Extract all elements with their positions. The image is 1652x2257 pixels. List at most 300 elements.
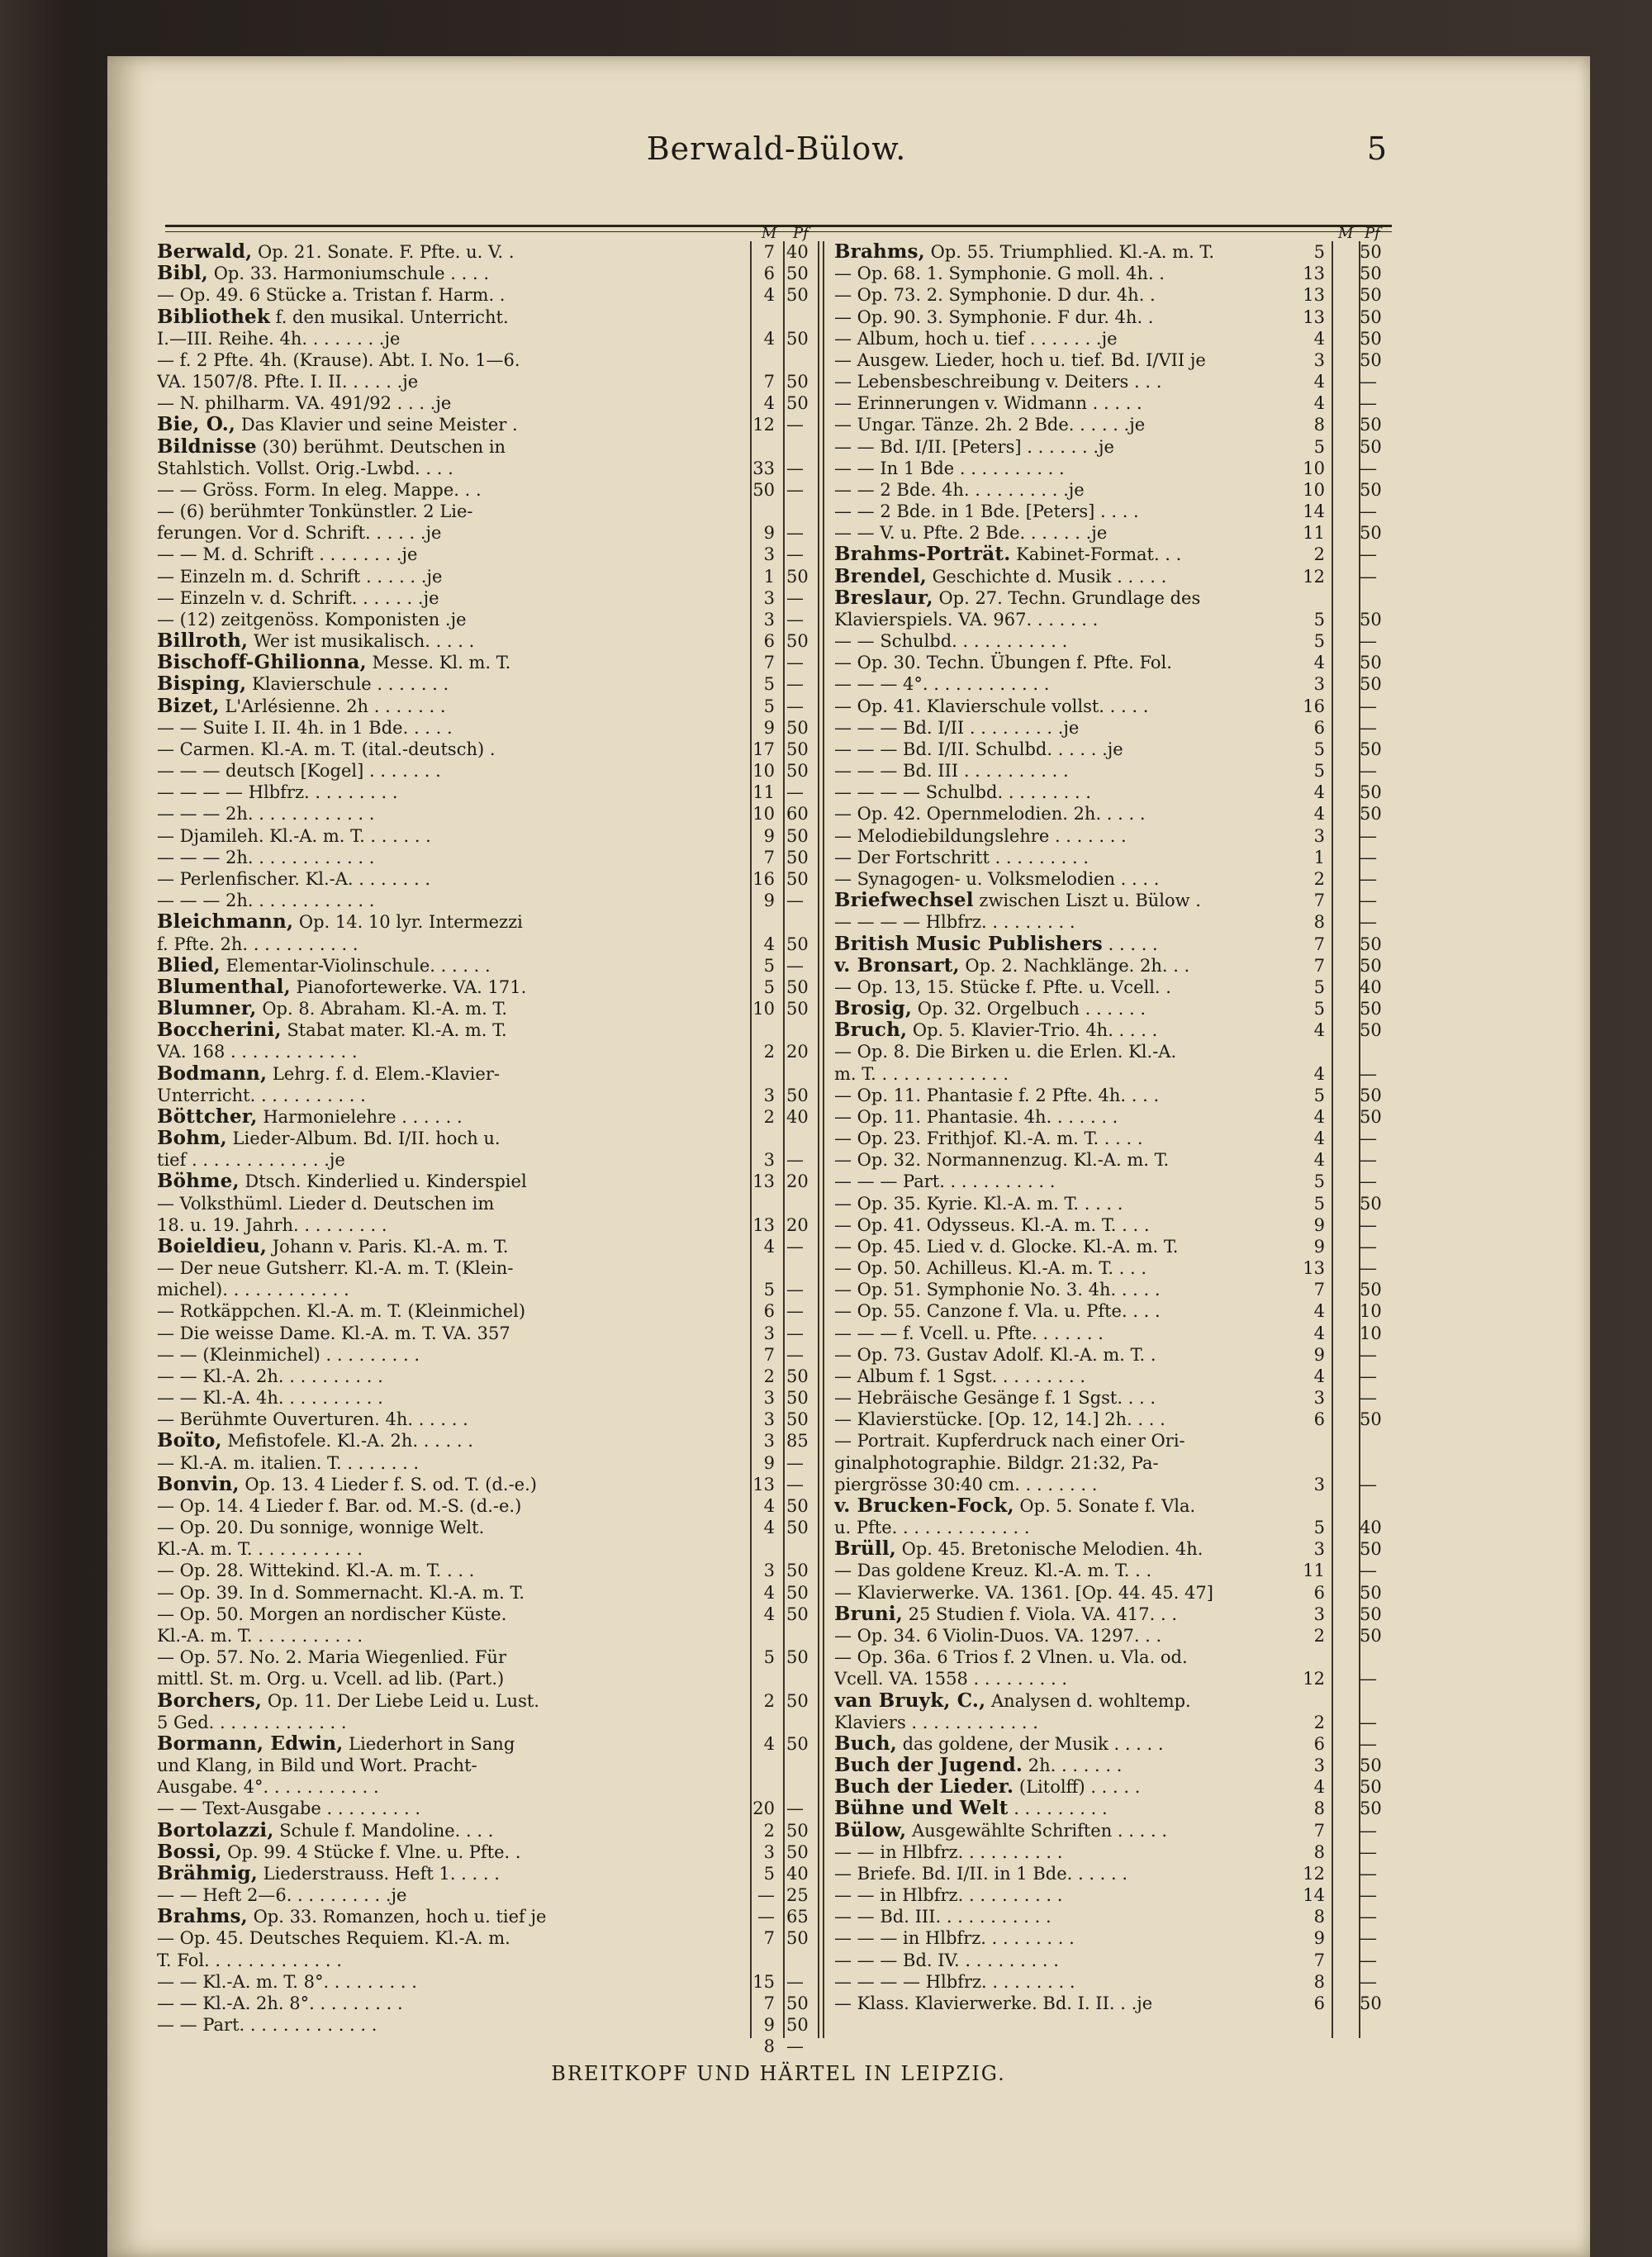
- price-mark: 4: [1313, 372, 1325, 392]
- price-mark: 9: [763, 1452, 775, 1473]
- price-mark: 5: [1313, 1085, 1325, 1105]
- price-pfennig: 50: [786, 631, 809, 652]
- entry-description: — (12) zeitgenöss. Komponisten .je: [157, 609, 467, 630]
- entry-description: — Hebräische Gesänge f. 1 Sgst. . . .: [834, 1388, 1156, 1409]
- entry-headword: Brendel,: [834, 565, 927, 587]
- entry-text: [834, 414, 1297, 435]
- entry-text: [834, 1387, 1297, 1409]
- catalog-entry: [157, 1344, 834, 1366]
- entry-text: [834, 976, 1297, 998]
- entry-description: — Op. 51. Symphonie No. 3. 4h. . . . .: [834, 1280, 1161, 1300]
- price-mark: 8: [763, 2036, 775, 2057]
- entry-text: [834, 825, 1297, 847]
- entry-description: Pianofortewerke. VA. 171.: [290, 976, 527, 997]
- catalog-entry: [834, 717, 1389, 739]
- price-pfennig: —: [1360, 825, 1377, 846]
- entry-description: — — Kl.-A. m. T. 8°. . . . . . . . .: [157, 1971, 417, 1992]
- catalog-entry: [157, 1106, 834, 1128]
- catalog-entry: [834, 1776, 1389, 1798]
- entry-text: [834, 1300, 1297, 1322]
- entry-description: Schule f. Mandoline. . . .: [273, 1820, 494, 1841]
- price-pfennig: —: [1360, 696, 1377, 716]
- catalog-entry: [834, 1236, 1389, 1257]
- catalog-entry: [834, 890, 1389, 911]
- catalog-entry: [834, 1041, 1389, 1062]
- entry-description: — — — — Hlbfrz. . . . . . . . .: [157, 782, 398, 803]
- entry-text: [157, 911, 748, 933]
- price-pfennig: 40: [786, 242, 809, 262]
- entry-text: [834, 1560, 1297, 1581]
- catalog-entry: [157, 479, 834, 501]
- catalog-entry: [157, 1041, 834, 1062]
- entry-description: — Op. 36a. 6 Trios f. 2 Vlnen. u. Vla. od.: [834, 1647, 1188, 1668]
- entry-text: [157, 371, 748, 392]
- price-pfennig: 50: [786, 934, 809, 954]
- price-pfennig: —: [1360, 372, 1377, 392]
- price-mark: 5: [1313, 999, 1325, 1019]
- price-pfennig: 50: [786, 1820, 809, 1841]
- entry-text: [157, 1668, 748, 1689]
- entry-text: [157, 349, 748, 371]
- entry-headword: Böttcher,: [157, 1105, 258, 1128]
- entry-text: [157, 1452, 748, 1474]
- entry-text: [834, 1927, 1297, 1949]
- price-mark: 4: [1313, 1366, 1325, 1386]
- catalog-entry: [157, 1690, 834, 1712]
- entry-description: — Op. 14. 4 Lieder f. Bar. od. M.-S. (d.-e.): [157, 1495, 522, 1516]
- catalog-entry: [157, 1019, 834, 1041]
- catalog-entry: [157, 1993, 834, 2014]
- catalog-entry: [157, 1430, 834, 1452]
- entry-headword: Blumenthal,: [157, 976, 291, 998]
- price-mark: 10: [752, 761, 775, 782]
- price-mark: 4: [763, 1518, 775, 1538]
- entry-text: [834, 1625, 1297, 1646]
- catalog-entry: [834, 1755, 1389, 1776]
- catalog-entry: [157, 673, 834, 695]
- entry-description: — Einzeln v. d. Schrift. . . . . . .je: [157, 587, 439, 608]
- price-pfennig: 50: [786, 761, 809, 782]
- catalog-entry: [834, 436, 1389, 458]
- entry-text: [157, 803, 748, 824]
- price-pfennig: 50: [786, 328, 809, 349]
- entry-description: — — Bd. III. . . . . . . . . . .: [834, 1907, 1051, 1927]
- entry-text: [157, 1041, 748, 1062]
- entry-description: Op. 8. Abraham. Kl.-A. m. T.: [256, 999, 508, 1019]
- publisher-footer: BREITKOPF UND HÄRTEL IN LEIPZIG.: [551, 2062, 1006, 2085]
- entry-description: Dtsch. Kinderlied u. Kinderspiel: [239, 1171, 527, 1192]
- entry-text: [157, 1279, 748, 1300]
- price-pfennig: —: [1360, 1171, 1377, 1192]
- entry-description: — Carmen. Kl.-A. m. T. (ital.-deutsch) .: [157, 739, 496, 759]
- entry-headword: Bonvin,: [157, 1473, 240, 1495]
- entry-text: [834, 1884, 1297, 1906]
- catalog-entry: [834, 1538, 1389, 1560]
- entry-text: [157, 1625, 748, 1646]
- price-mark: 2: [763, 1690, 775, 1711]
- catalog-entry: [834, 1820, 1389, 1841]
- entry-description: — Op. 68. 1. Symphonie. G moll. 4h. .: [834, 264, 1165, 284]
- catalog-entry: [834, 1214, 1389, 1236]
- catalog-entry: [157, 1171, 834, 1192]
- entry-text: [834, 1863, 1297, 1884]
- price-mark: 1: [763, 566, 775, 587]
- catalog-entry: [834, 1085, 1389, 1106]
- price-pfennig: —: [1360, 1885, 1377, 1906]
- price-pfennig: —: [786, 609, 804, 630]
- price-mark: 13: [752, 1474, 775, 1494]
- catalog-entry: [157, 1279, 834, 1300]
- entry-text: [157, 1906, 748, 1927]
- price-pfennig: —: [786, 1280, 804, 1300]
- price-pfennig: 50: [1360, 1798, 1382, 1819]
- entry-text: [157, 1430, 748, 1452]
- entry-text: [834, 1430, 1297, 1452]
- price-mark: 10: [1303, 479, 1325, 500]
- price-pfennig: 50: [1360, 1409, 1382, 1430]
- catalog-entry: [157, 458, 834, 479]
- entry-description: — Op. 35. Kyrie. Kl.-A. m. T. . . . .: [834, 1193, 1123, 1214]
- catalog-entry: [834, 1193, 1389, 1214]
- catalog-entry: [157, 241, 834, 263]
- entry-description: — Op. 73. 2. Symphonie. D dur. 4h. .: [834, 285, 1156, 306]
- entry-description: . . . . .: [1102, 934, 1158, 954]
- price-mark: 4: [1313, 653, 1325, 673]
- price-mark: 3: [763, 609, 775, 630]
- entry-description: — Klass. Klavierwerke. Bd. I. II. . .je: [834, 1993, 1153, 2013]
- entry-description: das goldene, der Musik . . . . .: [896, 1733, 1164, 1754]
- catalog-entry: [834, 1841, 1389, 1863]
- catalog-entry: [157, 1625, 834, 1646]
- entry-text: [157, 1971, 748, 1993]
- price-pfennig: —: [786, 696, 804, 716]
- price-mark: 12: [1303, 566, 1325, 587]
- entry-description: f. den musikal. Unterricht.: [270, 306, 509, 327]
- entry-description: Wer ist musikalisch. . . . .: [248, 631, 475, 652]
- entry-text: [157, 241, 748, 263]
- entry-description: Klavierspiels. VA. 967. . . . . . .: [834, 609, 1099, 630]
- price-mark: 3: [1313, 1388, 1325, 1409]
- price-mark: 4: [763, 1495, 775, 1516]
- price-pfennig: —: [786, 458, 804, 478]
- entry-description: Op. 33. Harmoniumschule . . . .: [208, 264, 490, 284]
- price-mark: 7: [1313, 891, 1325, 911]
- price-pfennig: —: [1360, 566, 1377, 587]
- entry-headword: Bruni,: [834, 1603, 903, 1625]
- entry-headword: Boïto,: [157, 1430, 222, 1452]
- catalog-entry: [834, 1387, 1389, 1409]
- catalog-entry: [157, 1257, 834, 1279]
- entry-text: [834, 1668, 1297, 1689]
- entry-description: und Klang, in Bild und Wort. Pracht-: [157, 1756, 477, 1776]
- catalog-entry: [834, 1171, 1389, 1192]
- entry-description: Das Klavier und seine Meister .: [235, 415, 518, 435]
- entry-text: [157, 1927, 748, 1949]
- price-pfennig: —: [1360, 1928, 1377, 1949]
- entry-text: [157, 263, 748, 284]
- catalog-entry: [157, 825, 834, 847]
- price-mark: 7: [1313, 1950, 1325, 1970]
- price-pfennig: —: [786, 1323, 804, 1343]
- price-pfennig: —: [786, 415, 804, 435]
- entry-description: — — M. d. Schrift . . . . . . . .je: [157, 544, 418, 565]
- entry-description: 25 Studien f. Viola. VA. 417. . .: [902, 1604, 1177, 1624]
- catalog-entry: [157, 868, 834, 890]
- entry-text: [834, 1366, 1297, 1387]
- entry-text: [157, 717, 748, 739]
- entry-description: — — — 2h. . . . . . . . . . . .: [157, 891, 375, 911]
- catalog-entry: [834, 803, 1389, 824]
- catalog-entry: [834, 1950, 1389, 1971]
- catalog-entry: [157, 1668, 834, 1689]
- price-pfennig: 50: [786, 1495, 809, 1516]
- catalog-entry: [834, 1560, 1389, 1581]
- entry-description: — Klavierwerke. VA. 1361. [Op. 44. 45. 47]: [834, 1582, 1213, 1603]
- price-mark: 4: [763, 393, 775, 414]
- price-mark: 8: [1313, 1841, 1325, 1862]
- catalog-entry: [834, 544, 1389, 565]
- entry-description: Op. 13. 4 Lieder f. S. od. T. (d.-e.): [239, 1474, 537, 1494]
- entry-description: — Der neue Gutsherr. Kl.-A. m. T. (Klein-: [157, 1258, 514, 1279]
- price-mark: 4: [1313, 1150, 1325, 1171]
- entry-text: [157, 1863, 748, 1884]
- entry-text: [834, 1690, 1297, 1712]
- price-mark: 7: [1313, 934, 1325, 954]
- price-pfennig: —: [786, 587, 804, 608]
- catalog-entry: [157, 1820, 834, 1841]
- catalog-entry: [834, 371, 1389, 392]
- price-pfennig: —: [1360, 1561, 1377, 1581]
- price-pfennig: 50: [1360, 804, 1382, 824]
- entry-text: [834, 328, 1297, 349]
- price-pfennig: —: [1360, 1907, 1377, 1927]
- entry-description: Op. 32. Orgelbuch . . . . . .: [912, 999, 1146, 1019]
- price-pfennig: 50: [1360, 1993, 1382, 2013]
- catalog-entry: [157, 1971, 834, 1993]
- entry-text: [834, 349, 1297, 371]
- catalog-entry: [157, 1409, 834, 1430]
- price-mark: 7: [1313, 1820, 1325, 1841]
- price-mark: 6: [1313, 717, 1325, 738]
- entry-text: [834, 1214, 1297, 1236]
- entry-description: piergrösse 30:40 cm. . . . . . . .: [834, 1474, 1098, 1494]
- entry-description: — Op. 73. Gustav Adolf. Kl.-A. m. T. .: [834, 1344, 1156, 1365]
- price-pfennig: 10: [1360, 1301, 1382, 1322]
- entry-description: — Portrait. Kupferdruck nach einer Ori-: [834, 1431, 1185, 1452]
- catalog-entry: [157, 1538, 834, 1560]
- price-pfennig: 50: [786, 2015, 809, 2036]
- price-pfennig: 50: [786, 1582, 809, 1603]
- catalog-entry: [157, 1452, 834, 1474]
- entry-text: [157, 1733, 748, 1755]
- price-mark: 8: [1313, 1907, 1325, 1927]
- price-mark: 10: [752, 804, 775, 824]
- entry-description: — Op. 41. Odysseus. Kl.-A. m. T. . . .: [834, 1214, 1150, 1235]
- entry-text: [834, 717, 1297, 739]
- entry-headword: Bibliothek: [157, 306, 270, 328]
- entry-text: [834, 1474, 1297, 1495]
- price-pfennig: —: [1360, 1063, 1377, 1084]
- price-mark: 15: [752, 1971, 775, 1992]
- entry-description: — Op. 50. Morgen an nordischer Küste.: [157, 1604, 507, 1624]
- price-mark: 4: [763, 934, 775, 954]
- catalog-entry: [834, 1971, 1389, 1993]
- price-pfennig: 65: [786, 1907, 809, 1927]
- entry-text: [157, 825, 748, 847]
- entry-description: — — — — Hlbfrz. . . . . . . . .: [834, 1971, 1075, 1992]
- entry-text: [157, 1257, 748, 1279]
- price-pfennig: —: [786, 1971, 804, 1992]
- price-pfennig: —: [1360, 847, 1377, 867]
- entry-description: — — — Bd. I/II. Schulbd. . . . . .je: [834, 739, 1123, 759]
- entry-description: — Berühmte Ouverturen. 4h. . . . . .: [157, 1409, 468, 1430]
- entry-text: [834, 544, 1297, 565]
- entry-description: — — 2 Bde. 4h. . . . . . . . . .je: [834, 479, 1085, 500]
- price-pfennig: —: [1360, 393, 1377, 414]
- catalog-entry: [834, 263, 1389, 284]
- price-mark: 9: [763, 2015, 775, 2036]
- catalog-entry: [157, 1582, 834, 1604]
- price-pfennig: —: [1360, 717, 1377, 738]
- catalog-entry: [834, 760, 1389, 782]
- entry-description: — — — Part. . . . . . . . . . .: [834, 1171, 1056, 1192]
- price-pfennig: —: [786, 1798, 804, 1819]
- price-mark: 4: [763, 328, 775, 349]
- entry-description: Geschichte d. Musik . . . . .: [926, 566, 1167, 587]
- price-mark: 14: [1303, 1885, 1325, 1906]
- price-mark: 5: [763, 1647, 775, 1668]
- entry-text: [834, 1798, 1297, 1819]
- entry-text: [157, 587, 748, 609]
- entry-text: [834, 1517, 1297, 1538]
- entry-text: [157, 544, 748, 565]
- catalog-entry: [157, 976, 834, 998]
- entry-text: [157, 1841, 748, 1863]
- catalog-entry: [157, 1474, 834, 1495]
- entry-headword: Bischoff-Ghilionna,: [157, 652, 367, 674]
- price-mark: 6: [763, 264, 775, 284]
- entry-description: Op. 33. Romanzen, hoch u. tief je: [247, 1907, 547, 1927]
- price-mark: 3: [763, 544, 775, 565]
- price-pfennig: —: [786, 955, 804, 976]
- entry-text: [157, 479, 748, 501]
- price-mark: 7: [1313, 1280, 1325, 1300]
- catalog-entry: [157, 1214, 834, 1236]
- entry-description: — Die weisse Dame. Kl.-A. m. T. VA. 357: [157, 1323, 510, 1343]
- entry-description: Op. 45. Bretonische Melodien. 4h.: [895, 1539, 1203, 1560]
- catalog-entry: [157, 1193, 834, 1214]
- catalog-entry: [157, 1798, 834, 1819]
- catalog-entry: [834, 739, 1389, 760]
- price-pfennig: —: [1360, 1258, 1377, 1279]
- catalog-entry: [157, 1776, 834, 1798]
- entry-text: [157, 1387, 748, 1409]
- catalog-entry: [834, 782, 1389, 803]
- price-pfennig: —: [1360, 631, 1377, 652]
- entry-description: — Synagogen- u. Volksmelodien . . . .: [834, 868, 1160, 889]
- price-pfennig: 50: [1360, 328, 1382, 349]
- price-pfennig: 50: [786, 825, 809, 846]
- catalog-entry: [834, 1019, 1389, 1041]
- entry-text: [157, 630, 748, 652]
- price-mark: 12: [1303, 1863, 1325, 1884]
- entry-text: [157, 1128, 748, 1149]
- entry-text: [834, 522, 1297, 544]
- catalog-entry: [834, 1474, 1389, 1495]
- price-mark: 5: [1313, 609, 1325, 630]
- price-pfennig: 50: [1360, 523, 1382, 544]
- entry-text: [157, 458, 748, 479]
- price-mark: 5: [1313, 1518, 1325, 1538]
- entry-description: — Op. 90. 3. Symphonie. F dur. 4h. .: [834, 306, 1154, 327]
- catalog-entry: [157, 1085, 834, 1106]
- entry-description: Op. 11. Der Liebe Leid u. Lust.: [262, 1690, 539, 1711]
- price-mark: 3: [1313, 349, 1325, 370]
- catalog-entry: [834, 609, 1389, 630]
- entry-headword: Bleichmann,: [157, 911, 294, 934]
- price-mark: 2: [763, 1366, 775, 1386]
- entry-description: — Ungar. Tänze. 2h. 2 Bde. . . . . .je: [834, 415, 1146, 435]
- entry-headword: Brähmig,: [157, 1862, 258, 1884]
- entry-description: — Op. 11. Phantasie. 4h. . . . . . .: [834, 1106, 1118, 1127]
- entry-text: [834, 501, 1297, 522]
- entry-text: [834, 1538, 1297, 1560]
- price-pfennig: —: [1360, 1214, 1377, 1235]
- price-mark: 9: [763, 717, 775, 738]
- price-mark: 16: [752, 868, 775, 889]
- entry-text: [157, 328, 748, 349]
- catalog-entry: [157, 890, 834, 911]
- catalog-entry: [157, 1646, 834, 1668]
- price-pfennig: 50: [786, 372, 809, 392]
- entry-headword: Bizet,: [157, 695, 220, 717]
- catalog-entry: [834, 1906, 1389, 1927]
- price-pfennig: 50: [1360, 264, 1382, 284]
- price-pfennig: 50: [786, 717, 809, 738]
- price-mark: 4: [1313, 1020, 1325, 1041]
- entry-description: — — — deutsch [Kogel] . . . . . . .: [157, 761, 441, 782]
- entry-text: [157, 1712, 748, 1733]
- entry-text: [157, 1149, 748, 1171]
- entry-description: VA. 168 . . . . . . . . . . . .: [157, 1042, 358, 1062]
- price-pfennig: —: [786, 1301, 804, 1322]
- price-pfennig: 50: [786, 1690, 809, 1711]
- catalog-entry: [157, 1950, 834, 1971]
- entry-description: Ausgewählte Schriften . . . . .: [906, 1820, 1168, 1841]
- price-mark: 50: [752, 479, 775, 500]
- entry-description: — — Heft 2—6. . . . . . . . . .je: [157, 1885, 407, 1906]
- price-mark: 4: [1313, 1301, 1325, 1322]
- catalog-entry: [157, 284, 834, 306]
- catalog-entry: [834, 1106, 1389, 1128]
- entry-description: — Op. 23. Frithjof. Kl.-A. m. T. . . . .: [834, 1128, 1143, 1149]
- entry-headword: Bibl,: [157, 263, 209, 285]
- entry-description: — — (Kleinmichel) . . . . . . . . .: [157, 1344, 420, 1365]
- price-pfennig: —: [786, 479, 804, 500]
- entry-text: [834, 1646, 1297, 1668]
- entry-text: [834, 1755, 1297, 1776]
- entry-description: — — — 2h. . . . . . . . . . . .: [157, 847, 375, 867]
- price-pfennig: 50: [1360, 285, 1382, 306]
- entry-text: [834, 1085, 1297, 1106]
- catalog-entry: [834, 1430, 1389, 1452]
- entry-headword: Billroth,: [157, 630, 249, 653]
- entry-headword: Boieldieu,: [157, 1235, 268, 1257]
- entry-text: [157, 696, 748, 717]
- price-pfennig: —: [786, 1344, 804, 1365]
- price-pfennig: —: [1360, 1820, 1377, 1841]
- price-pfennig: —: [1360, 1236, 1377, 1257]
